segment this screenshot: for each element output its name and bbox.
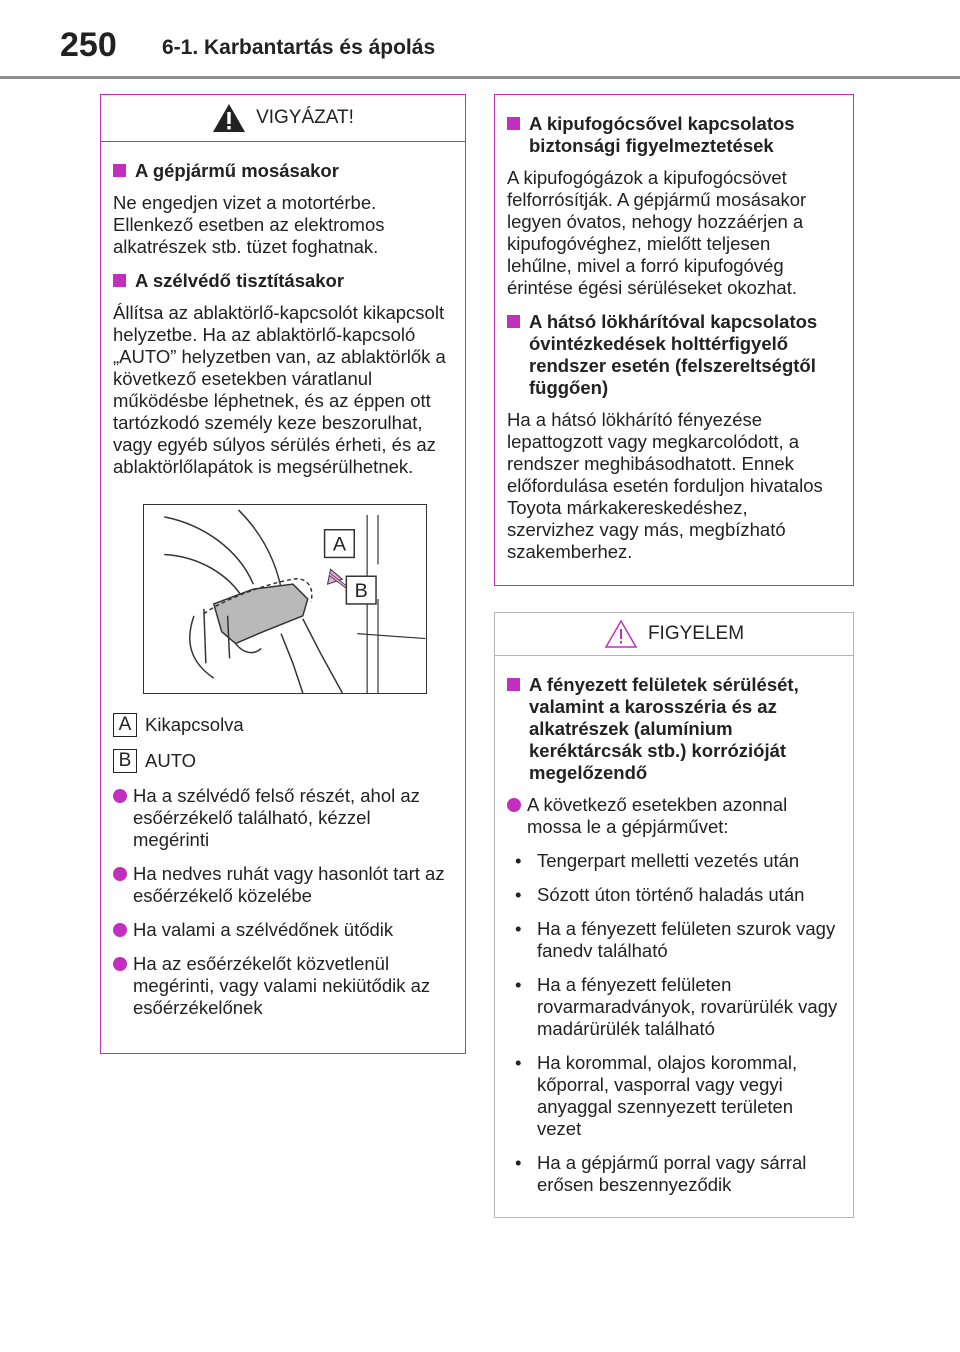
- notice-box-header: [495, 613, 853, 656]
- wiper-switch-illustration: [143, 504, 427, 694]
- square-bullet-icon: [507, 678, 520, 691]
- legend-text: Kikapcsolva: [145, 714, 244, 735]
- circle-bullet-icon: [113, 789, 127, 803]
- legend-key: A: [113, 713, 137, 737]
- caution-triangle-icon: [604, 619, 638, 649]
- list-item: • Ha korommal, olajos korommal, kőporral, vasporral vagy vegyi anyaggal szennyezett területen vezet: [507, 1052, 839, 1140]
- list-item: • Sózott úton történő haladás után: [507, 884, 839, 906]
- list-item: Ha a szélvédő felső részét, ahol az esőérzékelő található, kézzel megérinti: [113, 785, 451, 851]
- warning-title: VIGYÁZAT!: [256, 107, 354, 128]
- legend-text: AUTO: [145, 750, 197, 771]
- notice-box: [494, 612, 854, 1218]
- list-item: • Ha a fényezett felületen rovarmaradványok, rovarürülék vagy madárürülék található: [507, 974, 839, 1040]
- list-item: Ha nedves ruhát vagy hasonlót tart az esőérzékelő közelébe: [113, 863, 451, 907]
- dot-bullet-icon: •: [515, 1052, 522, 1073]
- subheading: A gépjármű mosásakor: [113, 160, 451, 182]
- subheading: A kipufogócsővel kapcsolatos biztonsági figyelmeztetések: [507, 113, 839, 157]
- square-bullet-icon: [113, 274, 126, 287]
- warning-box-header: [101, 95, 465, 142]
- paragraph: A kipufogógázok a kipufogócsövet felforrósítják. A gépjármű mosásakor legyen óvatos, nehogy hozzáérjen a kipufogóvéghez, mielőtt teljesen lehűlne, mivel a forró kipufogóvég érintése égési sérüléseket okozhat.: [507, 167, 807, 298]
- page-header: [0, 0, 960, 78]
- warning-box: [100, 94, 466, 1054]
- dot-bullet-icon: •: [515, 850, 522, 871]
- notice-title: FIGYELEM: [647, 623, 745, 644]
- list-item: Ha valami a szélvédőnek ütődik: [113, 919, 451, 941]
- paragraph: Ha a hátsó lökhárító fényezése lepattogzott vagy megkarcolódott, a rendszer meghibásodhatott. Ennek előfordulása esetén forduljon hivatalos Toyota márkakereskedéshez, szervizhez vagy más, megbízható szakemberhez.: [507, 409, 823, 562]
- square-bullet-icon: [507, 315, 520, 328]
- warning-continuation-box: [494, 94, 854, 586]
- header-rule: [0, 76, 960, 79]
- legend-row: [113, 749, 451, 773]
- dot-bullet-icon: •: [515, 884, 522, 905]
- legend-key: B: [113, 749, 137, 773]
- circle-bullet-icon: [507, 798, 521, 812]
- paragraph: Ne engedjen vizet a motortérbe. Ellenkező esetben az elektromos alkatrészek stb. tüzet foghatnak.: [113, 192, 385, 257]
- dot-bullet-icon: •: [515, 974, 522, 995]
- dot-bullet-icon: •: [515, 918, 522, 939]
- list-item: A következő esetekben azonnal mossa le a gépjárművet:: [507, 794, 839, 838]
- circle-bullet-icon: [113, 923, 127, 937]
- circle-bullet-icon: [113, 867, 127, 881]
- list-item: • Ha a gépjármű porral vagy sárral erősen beszennyeződik: [507, 1152, 839, 1196]
- list-item: Ha az esőérzékelőt közvetlenül megérinti, vagy valami nekiütődik az esőérzékelőnek: [113, 953, 451, 1019]
- circle-bullet-icon: [113, 957, 127, 971]
- callout-b: B: [354, 580, 368, 603]
- list-item: • Ha a fényezett felületen szurok vagy fanedv található: [507, 918, 839, 962]
- callout-a: A: [332, 533, 347, 556]
- list-item: • Tengerpart melletti vezetés után: [507, 850, 839, 872]
- paragraph: Állítsa az ablaktörlő-kapcsolót kikapcsolt helyzetbe. Ha az ablaktörlő-kapcsoló „AUTO” helyzetben van, az ablaktörlők a következő esetekben váratlanul működésbe léphetnek, és az éppen ott tartózkodó személy keze beszorulhat, vagy egyéb súlyos sérülés érheti, és az ablaktörlőlapátok is megsérülhetnek.: [113, 302, 446, 477]
- section-title: 6-1. Karbantartás és ápolás: [162, 36, 436, 59]
- legend-row: [113, 713, 451, 737]
- dot-bullet-icon: •: [515, 1152, 522, 1173]
- warning-triangle-icon: [212, 103, 246, 133]
- page-number: 250: [60, 26, 117, 64]
- subheading: A fényezett felületek sérülését, valamint a karosszéria és az alkatrészek (alumínium keréktárcsák stb.) korrózióját megelőzendő: [507, 674, 839, 784]
- square-bullet-icon: [507, 117, 520, 130]
- subheading: A szélvédő tisztításakor: [113, 270, 451, 292]
- square-bullet-icon: [113, 164, 126, 177]
- subheading: A hátsó lökhárítóval kapcsolatos óvintézkedések holttérfigyelő rendszer esetén (felszereltségtől függően): [507, 311, 839, 399]
